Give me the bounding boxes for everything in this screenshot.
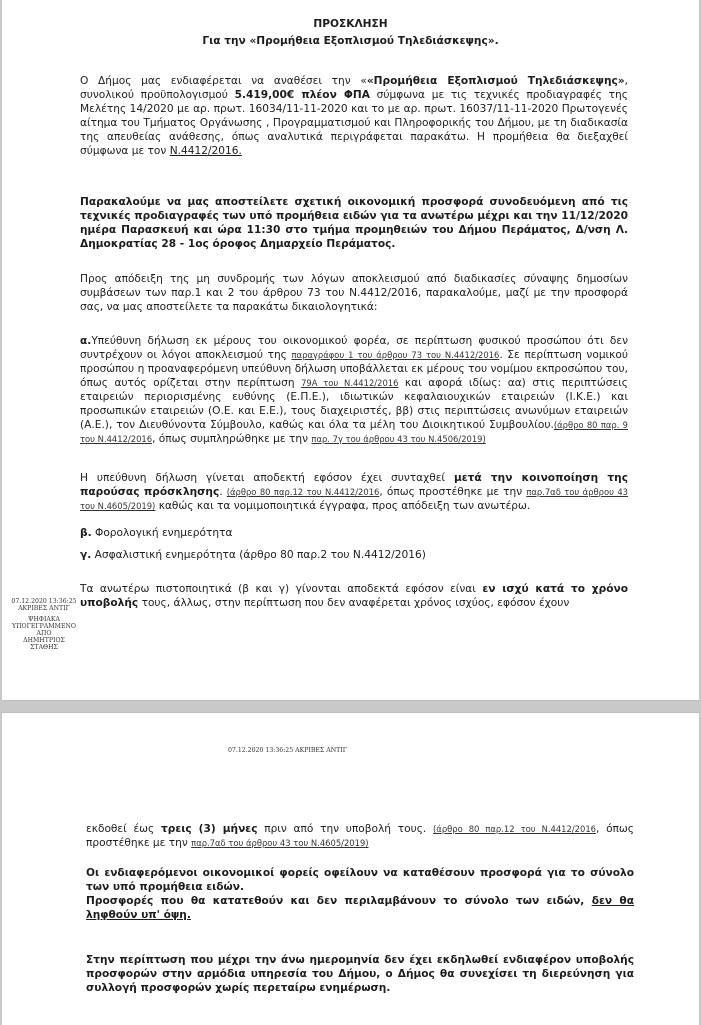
item-b-tax-clearance: β. Φορολογική ενημερότητα (80, 527, 233, 539)
digital-signature-fragment: 07.12.2020 13:36:25 ΑΚΡΙΒΕΣ ΑΝΤΙΓ (228, 747, 348, 754)
exclusion-proof-paragraph: Προς απόδειξη της μη συνδρομής των λόγων αποκλεισμού από διαδικασίες σύναψης δημοσίων συμβάσεων των παρ.1 και 2 του άρθρου 73 του Ν.4412/2016, παρακαλούμε, μαζί με την προσφορά σας, να μας αποστείλετε τα παρακάτω δικαιολογητικά: (80, 273, 628, 313)
document-subtitle: Για την «Προμήθεια Εξοπλισμού Τηλεδιάσκεψης». (202, 35, 499, 47)
document-page-2 (2, 712, 699, 1025)
document-page-1 (2, 0, 699, 701)
no-interest-paragraph: Στην περίπτωση που μέχρι την άνω ημερομηνία δεν έχει εκδηλωθεί ενδιαφέρον υποβολής προσφορών στην αρμόδια υπηρεσία του Δήμου, ο Δήμος θα συνεχίσει τη διερεύνηση για συλλογή προσφορών χωρίς περεταίρω ενημέρωση. (86, 954, 634, 994)
document-title: ΠΡΟΣΚΛΗΣΗ (313, 18, 388, 30)
intro-paragraph: Ο Δήμος μας ενδιαφέρεται να αναθέσει την ««Προμήθεια Εξοπλισμού Τηλεδιάσκεψης», συνολικού προϋπολογισμού 5.419,00€ πλέον ΦΠΑ σύμφωνα με τις τεχνικές προδιαγραφές της Μελέτης 14/2020 με αρ. πρωτ. 16034/11-11-2020 και το με αρ. πρωτ. 16037/11-11-2020 Πρωτογενές αίτημα του Τμήματος Οργάνωσης , Προγραμματισμού και Πληροφορικής του Δήμου, με τη διαδικασία της απευθείας ανάθεσης, όπως αναλυτικά περιγράφεται παρακάτω. Η προμήθεια θα διεξαχθεί σύμφωνα με τον Ν.4412/2016. (80, 75, 628, 157)
submission-deadline-paragraph: Παρακαλούμε να μας αποστείλετε σχετική οικονομική προσφορά συνοδευόμενη από τις τεχνικές προδιαγραφές των υπό προμήθεια ειδών για τα ανωτέρω μέχρι και την 11/12/2020 ημέρα Παρασκευή και ώρα 11:30 στο τμήμα προμηθειών του Δήμου Περάματος, Δ/νση Λ. Δημοκρατίας 28 - 1ος όροφος Δημαρχείο Περάματος. (80, 196, 628, 250)
digital-signature-stamp: 07.12.2020 13:36:25 ΑΚΡΙΒΕΣ ΑΝΤΙΓ ΨΗΦΙΑΚΑ ΥΠΟΓΕΓΡΑΜΜΕΝΟ ΑΠΟ ΔΗΜΗΤΡΙΟΣ ΣΤΑΘΗΣ (11, 598, 77, 651)
item-a-solemn-declaration: α.Υπεύθυνη δήλωση εκ μέρους του οικονομικού φορέα, σε περίπτωση φυσικού προσώπου ότι δεν συντρέχουν οι λόγοι αποκλεισμού της παραγράφου 1 του άρθρου 73 του Ν.4412/2016. Σε περίπτωση νομικού προσώπου η προαναφερόμενη υπεύθυνη δήλωση υποβάλλεται εκ μέρους του νομίμου εκπροσώπου του, όπως αυτός ορίζεται στην περίπτωση 79Α του Ν.4412/2016 και αφορά ιδίως: αα) στις περιπτώσεις εταιρειών περιορισμένης ευθύνης (Ε.Π.Ε.), ιδιωτικών κεφαλαιουχικών εταιρειών (Ι.Κ.Ε.) και προσωπικών εταιρειών (Ο.Ε. και Ε.Ε.), τους διαχειριστές, ββ) στις περιπτώσεις ανωνύμων εταιρειών (Α.Ε.), τον Διευθύνοντα Σύμβουλο, καθώς και όλα τα μέλη του Διοικητικού Συμβουλίου.(άρθρο 80 παρ. 9 του Ν.4412/2016, όπως συμπληρώθηκε με την παρ. 7γ του άρθρου 43 του Ν.4506/2019) (80, 335, 628, 445)
item-g-insurance-clearance: γ. Ασφαλιστική ενημερότητα (άρθρο 80 παρ.2 του Ν.4412/2016) (80, 549, 426, 561)
certificates-issued-paragraph: εκδοθεί έως τρεις (3) μήνες πριν από την υποβολή τους. (άρθρο 80 παρ.12 του Ν.4412/2016, όπως προστέθηκε με την παρ.7αδ του άρθρου 43 του Ν.4605/2019) (86, 823, 635, 849)
full-offer-requirement-paragraph: Οι ενδιαφερόμενοι οικονομικοί φορείς οφείλουν να καταθέσουν προσφορά για το σύνολο των υπό προμήθεια ειδών. (86, 867, 634, 893)
certificates-validity-paragraph: Τα ανωτέρω πιστοποιητικά (β και γ) γίνονται αποδεκτά εφόσον είναι εν ισχύ κατά το χρόνο υποβολής τους, άλλως, στην περίπτωση που δεν αναφέρεται χρόνος ισχύος, εφόσον έχουν (80, 583, 628, 609)
declaration-acceptance-paragraph: Η υπεύθυνη δήλωση γίνεται αποδεκτή εφόσον έχει συνταχθεί μετά την κοινοποίηση της παρούσας πρόσκλησης. (άρθρο 80 παρ.12 του Ν.4412/2016, όπως προστέθηκε με την παρ.7αδ του άρθρου 43 του Ν.4605/2019) καθώς και τα νομιμοποιητικά έγγραφα, προς απόδειξη των ανωτέρω. (80, 472, 628, 512)
incomplete-offers-paragraph: Προσφορές που θα κατατεθούν και δεν περιλαμβάνουν το σύνολο των ειδών, δεν θα ληφθούν υπ' όψη. (86, 895, 634, 921)
